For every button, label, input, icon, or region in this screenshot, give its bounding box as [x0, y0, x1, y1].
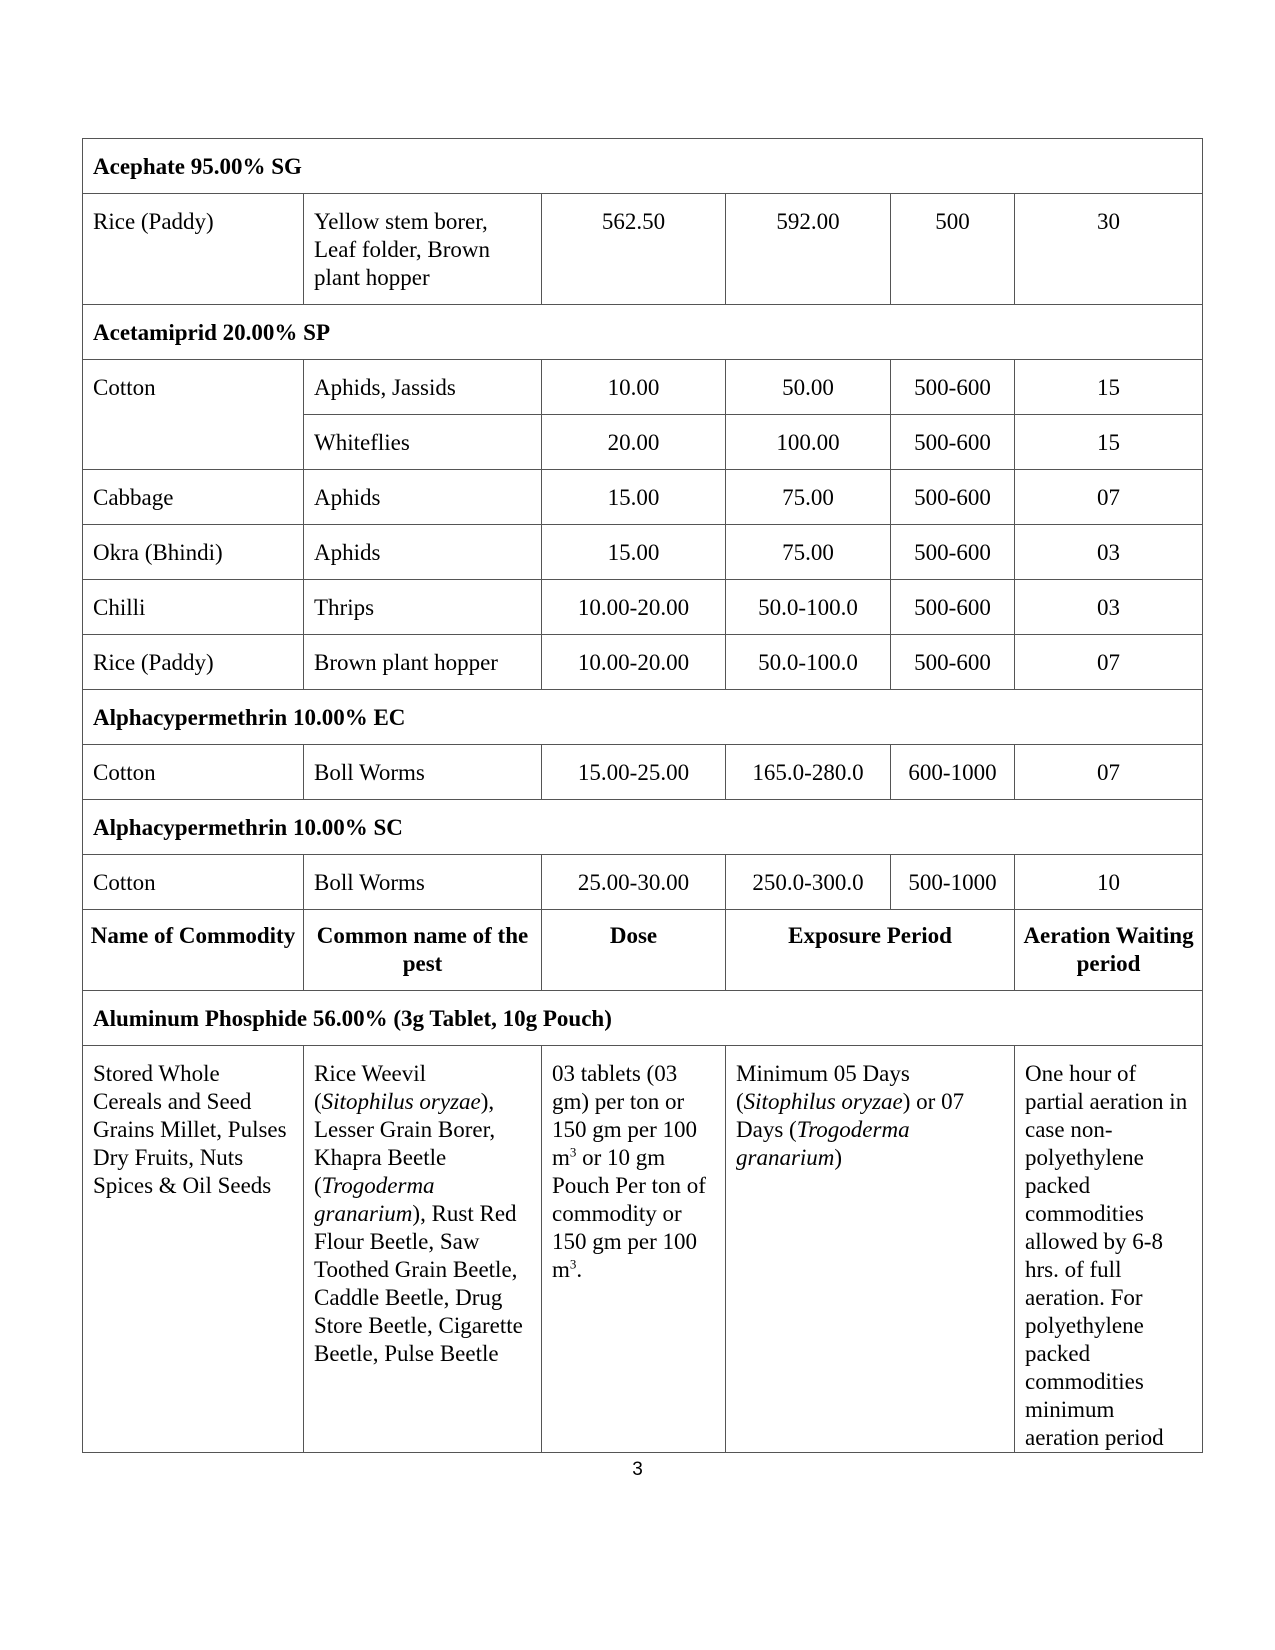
value-cell: 500-600 — [891, 635, 1015, 690]
value-cell: 50.0-100.0 — [726, 635, 891, 690]
table-row — [83, 635, 1203, 690]
pest-scientific-name: Trogoderma granarium — [314, 1173, 435, 1226]
value-cell: 15 — [1015, 415, 1203, 470]
value-cell: 15.00 — [542, 525, 726, 580]
value-cell: 25.00-30.00 — [542, 855, 726, 910]
crop-cell: Chilli — [83, 580, 304, 635]
superscript: 3 — [569, 1144, 577, 1160]
page-number: 3 — [632, 1459, 643, 1480]
value-cell: 10.00-20.00 — [542, 635, 726, 690]
pest-cell: Thrips — [304, 580, 542, 635]
header-exposure: Exposure Period — [726, 910, 1015, 991]
table-row — [83, 580, 1203, 635]
value-cell: 100.00 — [726, 415, 891, 470]
exposure-text: ) or 07 Days ( — [736, 1089, 965, 1142]
aeration-cell: One hour of partial aeration in case non-polyethylene packed commodities allowed by 6-8 hrs. of full aeration. For polyethylene packed commodities minimum aeration period — [1015, 1046, 1203, 1453]
superscript: 3 — [569, 1256, 577, 1272]
value-cell: 500-1000 — [891, 855, 1015, 910]
section-title: Aluminum Phosphide 56.00% (3g Tablet, 10g Pouch) — [83, 991, 1203, 1046]
value-cell: 500-600 — [891, 580, 1015, 635]
pest-cell: Aphids, Jassids — [304, 360, 542, 415]
table-row — [83, 1046, 1203, 1453]
pest-cell — [304, 1046, 542, 1453]
crop-cell: Rice (Paddy) — [83, 194, 304, 305]
value-cell: 10 — [1015, 855, 1203, 910]
value-cell: 165.0-280.0 — [726, 745, 891, 800]
crop-cell: Cotton — [83, 855, 304, 910]
value-cell: 15 — [1015, 360, 1203, 415]
section-title: Alphacypermethrin 10.00% EC — [83, 690, 1203, 745]
value-cell: 250.0-300.0 — [726, 855, 891, 910]
dose-cell — [542, 1046, 726, 1453]
header-commodity: Name of Commodity — [83, 910, 304, 991]
pest-cell: Aphids — [304, 525, 542, 580]
column-header-row — [83, 910, 1203, 991]
pest-scientific-name: Sitophilus oryzae — [321, 1089, 481, 1114]
pest-cell: Yellow stem borer, Leaf folder, Brown plant hopper — [304, 194, 542, 305]
section-header — [83, 690, 1203, 745]
value-cell: 03 — [1015, 580, 1203, 635]
value-cell: 30 — [1015, 194, 1203, 305]
table-row — [83, 194, 1203, 305]
exposure-scientific-name: Trogoderma granarium — [736, 1117, 910, 1170]
section-header — [83, 139, 1203, 194]
value-cell: 500-600 — [891, 415, 1015, 470]
value-cell: 592.00 — [726, 194, 891, 305]
value-cell: 75.00 — [726, 525, 891, 580]
pest-cell: Whiteflies — [304, 415, 542, 470]
table-row — [83, 470, 1203, 525]
value-cell: 15.00 — [542, 470, 726, 525]
value-cell: 10.00 — [542, 360, 726, 415]
crop-cell: Cabbage — [83, 470, 304, 525]
pest-text: ), Rust Red Flour Beetle, Saw Toothed Grain Beetle, Caddle Beetle, Drug Store Beetle, Cigarette Beetle, Pulse Beetle — [314, 1201, 523, 1366]
value-cell: 50.00 — [726, 360, 891, 415]
dose-text: or 10 gm Pouch Per ton of commodity or 150 gm per 100 m — [552, 1145, 706, 1282]
table-row — [83, 360, 1203, 415]
value-cell: 07 — [1015, 470, 1203, 525]
section-title: Acetamiprid 20.00% SP — [83, 305, 1203, 360]
value-cell: 500 — [891, 194, 1015, 305]
crop-cell: Okra (Bhindi) — [83, 525, 304, 580]
pest-cell: Aphids — [304, 470, 542, 525]
pest-cell: Brown plant hopper — [304, 635, 542, 690]
table-row — [83, 525, 1203, 580]
value-cell: 50.0-100.0 — [726, 580, 891, 635]
value-cell: 07 — [1015, 635, 1203, 690]
value-cell: 500-600 — [891, 525, 1015, 580]
value-cell: 562.50 — [542, 194, 726, 305]
value-cell: 75.00 — [726, 470, 891, 525]
dose-text: . — [576, 1257, 583, 1282]
header-aeration: Aeration Waiting period — [1015, 910, 1203, 991]
section-title: Alphacypermethrin 10.00% SC — [83, 800, 1203, 855]
exposure-scientific-name: Sitophilus oryzae — [743, 1089, 903, 1114]
section-header — [83, 991, 1203, 1046]
header-dose: Dose — [542, 910, 726, 991]
table-row — [83, 855, 1203, 910]
value-cell: 500-600 — [891, 360, 1015, 415]
pest-cell: Boll Worms — [304, 745, 542, 800]
value-cell: 03 — [1015, 525, 1203, 580]
exposure-text: Minimum 05 Days ( — [736, 1061, 910, 1114]
crop-cell: Cotton — [83, 745, 304, 800]
crop-cell: Cotton — [83, 360, 304, 470]
value-cell: 15.00-25.00 — [542, 745, 726, 800]
value-cell: 600-1000 — [891, 745, 1015, 800]
section-header — [83, 305, 1203, 360]
section-title: Acephate 95.00% SG — [83, 139, 1203, 194]
commodity-cell: Stored Whole Cereals and Seed Grains Millet, Pulses Dry Fruits, Nuts Spices & Oil Seeds — [83, 1046, 304, 1453]
table-row — [83, 745, 1203, 800]
pest-cell: Boll Worms — [304, 855, 542, 910]
value-cell: 500-600 — [891, 470, 1015, 525]
pest-text: Rice Weevil ( — [314, 1061, 427, 1114]
section-header — [83, 800, 1203, 855]
value-cell: 20.00 — [542, 415, 726, 470]
header-pest: Common name of the pest — [304, 910, 542, 991]
value-cell: 10.00-20.00 — [542, 580, 726, 635]
value-cell: 07 — [1015, 745, 1203, 800]
crop-cell: Rice (Paddy) — [83, 635, 304, 690]
dose-text: 03 tablets (03 gm) per ton or 150 gm per 100 m — [552, 1061, 698, 1170]
pest-text: ), Lesser Grain Borer, Khapra Beetle ( — [314, 1089, 496, 1198]
exposure-cell — [726, 1046, 1015, 1453]
pesticide-table — [82, 138, 1203, 1453]
exposure-text: ) — [834, 1145, 843, 1170]
